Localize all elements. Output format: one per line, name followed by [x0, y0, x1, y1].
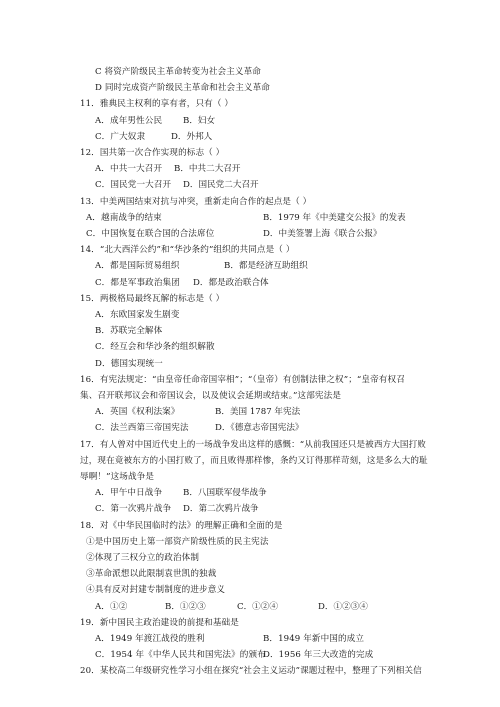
q18-statement-3: ③革命派想以此限制袁世凯的独裁 — [86, 569, 217, 579]
q16-stem-line-1: 16．有宪法规定：“由皇帝任命帝国宰相”；“（皇帝）有创制法律之权”；“皇帝有权召 — [80, 375, 405, 385]
q11-stem: 11．雅典民主权利的享有者，只有（ ） — [80, 99, 234, 109]
q17-stem-line-1: 17．有人曾对中国近代史上的一场战争发出这样的感慨：“从前我国还只是被西方大国打败 — [80, 440, 426, 450]
q11-option-c: C．广大奴隶 — [95, 132, 146, 142]
q10-option-d: D 同时完成资产阶级民主革命和社会主义革命 — [95, 83, 271, 93]
q18-statement-1: ①是中国历史上第一部资产阶级性质的民主宪法 — [86, 537, 269, 547]
q10-option-c: C 将资产阶级民主革命转变为社会主义革命 — [95, 67, 261, 77]
q14-option-c: C．都是军事政治集团 — [95, 278, 180, 288]
q12-stem: 12．国共第一次合作实现的标志（ ） — [80, 148, 225, 158]
q12-option-a: A．中共一大召开 — [95, 164, 163, 174]
q14-option-a: A．都是国际贸易组织 — [95, 261, 180, 271]
q18-statement-4: ④具有反对封建专制制度的进步意义 — [86, 585, 226, 595]
q18-option-b: B．①②③ — [165, 602, 206, 612]
q16-option-c: C．法兰西第三帝国宪法 — [95, 423, 189, 433]
q14-option-b: B．都是经济互助组织 — [224, 261, 308, 271]
q14-stem: 14．“北大西洋公约”和“华沙条约”组织的共同点是（ ） — [80, 245, 295, 255]
q19-option-b: B．1949 年新中国的成立 — [263, 634, 365, 644]
q15-option-c: C．经互会和华沙条约组织解散 — [95, 342, 215, 352]
q19-stem: 19．新中国民主政治建设的前提和基础是 — [80, 618, 239, 628]
q16-option-d: D．《德意志帝国宪法》 — [215, 423, 304, 433]
q18-option-a: A．①② — [95, 602, 128, 612]
q16-option-a: A．英国《权利法案》 — [95, 407, 180, 417]
q11-option-a: A．成年男性公民 — [95, 116, 163, 126]
q17-option-a: A．甲午中日战争 — [95, 488, 163, 498]
q16-stem-line-2: 集、召开联邦议会和帝国议会，以及使议会延期或结束。”这部宪法是 — [80, 391, 342, 401]
q16-option-b: B．美国 1787 年宪法 — [215, 407, 301, 417]
q15-stem: 15．两极格局最终瓦解的标志是（ ） — [80, 294, 225, 304]
q20-stem-line-1: 20．某校高二年级研究性学习小组在探究“社会主义运动”课题过程中，整理了下列相关信 — [80, 666, 422, 676]
q17-stem-line-3: 辱啊！”这场战争是 — [80, 472, 155, 482]
q13-option-d: D．中美签署上海《联合公报》 — [263, 229, 382, 239]
q19-option-c: C．1954 年《中华人民共和国宪法》的颁布 — [95, 650, 266, 660]
q15-option-d: D．德国实现统一 — [95, 359, 163, 369]
q13-option-a: A．越南战争的结束 — [86, 213, 162, 223]
q17-option-d: D．第二次鸦片战争 — [183, 504, 259, 514]
q15-option-b: B．苏联完全解体 — [95, 326, 163, 336]
q13-option-b: B．1979 年《中美建交公报》的发表 — [263, 213, 406, 223]
q12-option-b: B．中共二大召开 — [174, 164, 241, 174]
q13-stem: 13．中美两国结束对抗与冲突，重新走向合作的起点是（ ） — [80, 197, 312, 207]
q12-option-c: C．国民党一大召开 — [95, 180, 172, 190]
q19-option-a: A．1949 年渡江战役的胜利 — [95, 634, 205, 644]
q18-stem: 18．对《中华民国临时约法》的理解正确和全面的是 — [80, 521, 283, 531]
q17-stem-line-2: 过，现在竟被东方的小国打败了，而且败得那样惨，条约又订得那样苛刻，这是多么大的耻 — [80, 456, 428, 466]
q17-option-c: C．第一次鸦片战争 — [95, 504, 172, 514]
q18-statement-2: ②体现了三权分立的政治体制 — [86, 553, 200, 563]
q13-option-c: C．中国恢复在联合国的合法席位 — [86, 229, 215, 239]
q18-option-d: D．①②③④ — [318, 602, 368, 612]
q17-option-b: B．八国联军侵华战争 — [183, 488, 267, 498]
q15-option-a: A．东欧国家发生剧变 — [95, 310, 180, 320]
q14-option-d: D．都是政治联合体 — [193, 278, 269, 288]
q12-option-d: D．国民党二大召开 — [183, 180, 259, 190]
q11-option-b: B．妇女 — [183, 116, 216, 126]
q18-option-c: C．①②④ — [237, 602, 278, 612]
q11-option-d: D．外邦人 — [171, 132, 213, 142]
q19-option-d: D．1956 年三大改造的完成 — [263, 650, 374, 660]
